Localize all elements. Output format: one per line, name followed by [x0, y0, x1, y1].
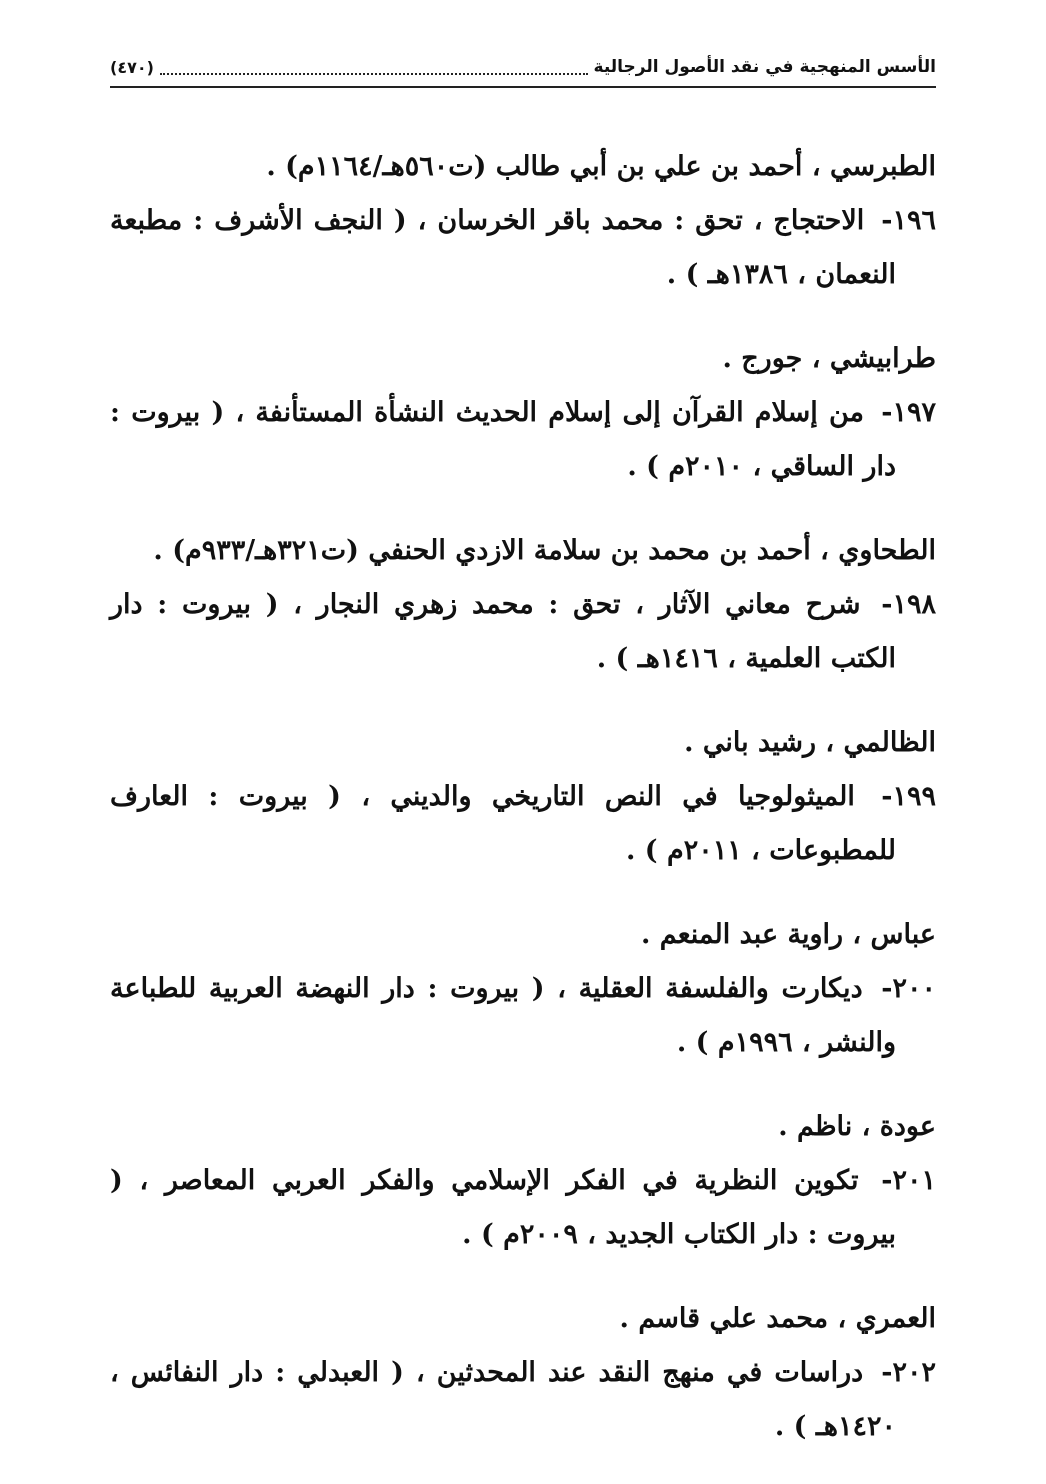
entry-text: الاحتجاج ، تحق : محمد باقر الخرسان ، ( النجف الأشرف : مطبعة النعمان ، ١٣٨٦هـ ) . [110, 205, 896, 290]
entry-author: الطبرسي ، أحمد بن علي بن أبي طالب (ت٥٦٠هـ/١١٦٤م) . [266, 151, 936, 182]
entry-author: طرابيشي ، جورج . [722, 343, 936, 374]
bibliography-entry [110, 908, 936, 1070]
entry-text: من إسلام القرآن إلى إسلام الحديث النشأة المستأنفة ، ( بيروت : دار الساقي ، ٢٠١٠م ) . [110, 397, 896, 482]
header-title: الأسس المنهجية في نقد الأصول الرجالية [593, 57, 936, 77]
entry-text: شرح معاني الآثار ، تحق : محمد زهري النجار ، ( بيروت : دار الكتب العلمية ، ١٤١٦هـ ) . [110, 589, 896, 674]
bibliography-entry [110, 524, 936, 686]
bibliography-list [110, 140, 936, 1484]
entry-number: ١٩٧- [881, 397, 936, 428]
entry-author: عباس ، راوية عبد المنعم . [640, 919, 936, 950]
entry-author: العمري ، محمد علي قاسم . [619, 1303, 936, 1334]
page-number: (٤٧٠) [110, 57, 154, 77]
entry-text: الميثولوجيا في النص التاريخي والديني ، ( بيروت : العارف للمطبوعات ، ٢٠١١م ) . [110, 781, 896, 866]
entry-number: ٢٠١- [881, 1165, 937, 1196]
entry-reference [110, 578, 936, 686]
entry-number: ٢٠٠- [881, 973, 937, 1004]
header-dot-leader [160, 59, 588, 75]
entry-author: الظالمي ، رشيد باني . [684, 727, 936, 758]
entry-author: عودة ، ناظم . [778, 1111, 936, 1142]
bibliography-entry [110, 140, 936, 302]
bibliography-entry [110, 1292, 936, 1454]
entry-text: دراسات في منهج النقد عند المحدثين ، ( العبدلي : دار النفائس ، ١٤٢٠هـ ) . [110, 1357, 896, 1442]
bibliography-entry [110, 332, 936, 494]
entry-reference [110, 1154, 936, 1262]
bibliography-entry [110, 716, 936, 878]
bibliography-entry [110, 1100, 936, 1262]
entry-number: ١٩٩- [881, 781, 936, 812]
entry-author: الطحاوي ، أحمد بن محمد بن سلامة الازدي الحنفي (ت٣٢١هـ/٩٣٣م) . [153, 535, 936, 566]
entry-number: ٢٠٢- [881, 1357, 936, 1388]
running-header [110, 50, 936, 84]
entry-text: ديكارت والفلسفة العقلية ، ( بيروت : دار النهضة العربية للطباعة والنشر ، ١٩٩٦م ) . [110, 973, 896, 1058]
entry-number: ١٩٨- [881, 589, 936, 620]
header-divider [110, 86, 936, 88]
entry-reference [110, 194, 936, 302]
entry-number: ١٩٦- [881, 205, 936, 236]
entry-text: تكوين النظرية في الفكر الإسلامي والفكر العربي المعاصر ، ( بيروت : دار الكتاب الجديد ، ٢٠٠٩م ) . [110, 1165, 896, 1250]
entry-reference [110, 1346, 936, 1454]
entry-reference [110, 770, 936, 878]
entry-reference [110, 962, 936, 1070]
entry-reference [110, 386, 936, 494]
